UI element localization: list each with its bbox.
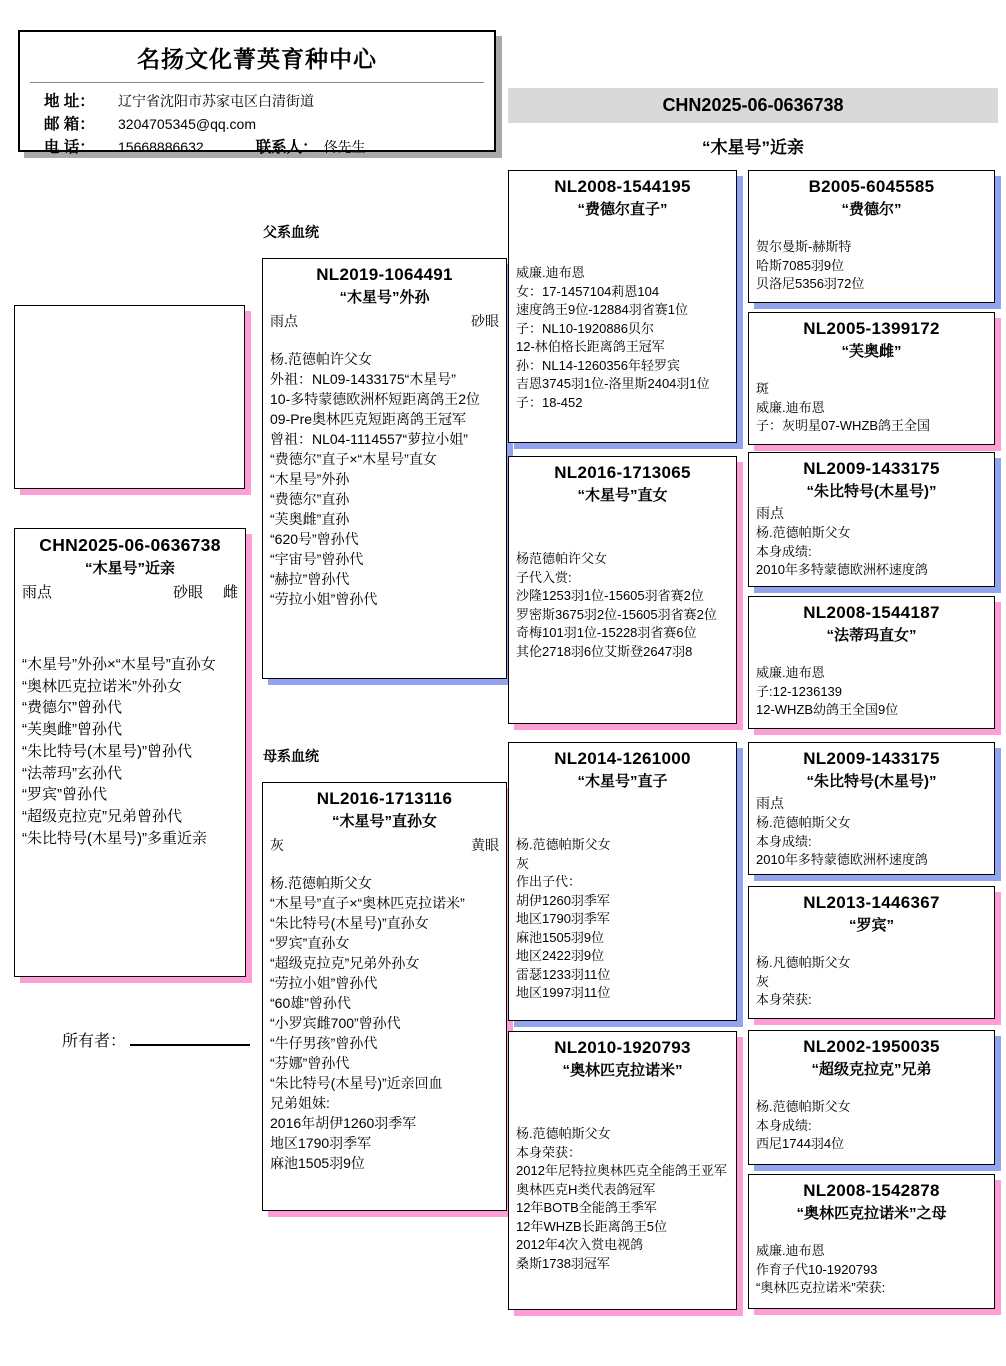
plumage-color: 雨点 [756, 505, 784, 522]
box-body [756, 954, 987, 1009]
pedigree-line: 灰 [756, 973, 770, 989]
pedigree-line: 杨.范德帕斯父女 [756, 1099, 851, 1115]
box-body [756, 524, 987, 579]
pedigree-line: 作出子代： [516, 874, 582, 890]
mother-box [262, 782, 507, 1211]
pedigree-line: 奇梅101羽1位-15228羽省赛6位 [516, 625, 697, 641]
pedigree-line: 杨.范德帕斯父女 [756, 815, 851, 831]
pedigree-line: 兄弟姐妹: [270, 1094, 330, 1111]
ring-number: B2005-6045585 [808, 177, 935, 196]
pedigree-line: 2012年尼特拉奥林匹克全能鸽王亚军 [516, 1163, 727, 1179]
great-grandparent-box [748, 742, 995, 875]
pedigree-line: 子代入赏: [516, 569, 572, 585]
pedigree-line: 地区1997羽11位 [516, 985, 611, 1001]
pedigree-line: “60雄”曾孙代 [270, 994, 351, 1011]
pedigree-line: 地区1790羽季军 [516, 911, 610, 927]
pedigree-line: “赫拉”曾孙代 [270, 570, 350, 587]
pedigree-line: 沙隆1253羽1位-15605羽省赛2位 [516, 588, 704, 604]
pedigree-line: 灰 [516, 855, 530, 871]
owner-blank-line [130, 1030, 250, 1046]
pigeon-name: “木星号”直孙女 [331, 813, 437, 831]
pedigree-line: 奥林匹克H类代表鸽冠军 [516, 1181, 656, 1197]
pedigree-line: “超级克拉克”兄弟外孙女 [270, 954, 420, 971]
pedigree-line: 其伦2718羽6位艾斯登2647羽8 [516, 643, 693, 659]
pedigree-line: 杨范德帕许父女 [516, 551, 608, 567]
paternal-bloodline-label: 父系血统 [263, 224, 319, 240]
ring-number: CHN2025-06-0636738 [39, 535, 221, 555]
color-eye-row [270, 835, 499, 855]
box-body [516, 550, 729, 661]
ring-number: NL2016-1713065 [554, 463, 691, 482]
ring-number: NL2009-1433175 [803, 749, 940, 768]
pedigree-line: 孙：NL14-1260356年轻罗宾 [516, 357, 681, 373]
box-body [756, 664, 987, 719]
contact-label: 联系人： [255, 139, 318, 156]
owner-row [62, 1028, 250, 1051]
pigeon-name: “超级克拉克”兄弟 [811, 1061, 932, 1079]
pedigree-line: 地区1790羽季军 [270, 1134, 372, 1151]
contact-value: 佟先生 [323, 139, 366, 155]
pedigree-line: 2012年4次入赏电视鸽 [516, 1237, 644, 1253]
pedigree-line: “朱比特号(木星号)”曾孙代 [22, 742, 192, 760]
eye-color: 砂眼 [471, 312, 499, 329]
pedigree-line: 杨.范德帕斯父女 [516, 837, 611, 853]
address-row [20, 90, 494, 113]
pigeon-name: “木星号”近亲 [84, 560, 175, 578]
pedigree-line: “朱比特号(木星号)”直孙女 [270, 914, 429, 931]
great-grandparent-box [748, 312, 995, 445]
pedigree-line: 贺尔曼斯-赫斯特 [756, 239, 852, 255]
box-body [22, 654, 238, 850]
ring-number: NL2009-1433175 [803, 459, 940, 478]
phone-row [20, 136, 494, 159]
pedigree-line: 威廉.迪布恩 [756, 665, 825, 681]
pedigree-line: 本身成绩: [756, 1117, 812, 1133]
pedigree-line: 09-Pre奥林匹克短距离鸽王冠军 [270, 410, 467, 427]
email-label: 邮 箱： [44, 116, 95, 133]
pedigree-line: “木星号”外孙×“木星号”直孙女 [22, 655, 216, 673]
grandparent-box [508, 170, 737, 443]
subject-pigeon-box [14, 528, 246, 977]
pedigree-line: “木星号”直子×“奥林匹克拉诺米” [270, 894, 465, 911]
box-body [270, 349, 499, 609]
pigeon-name: “木星号”直女 [577, 487, 668, 505]
pedigree-line: 西尼1744羽4位 [756, 1136, 845, 1152]
pigeon-name: “木星号”外孙 [339, 289, 430, 307]
header-divider [30, 82, 484, 83]
box-body [756, 1098, 987, 1153]
box-body [756, 814, 987, 869]
sex: 雌 [222, 584, 238, 602]
great-grandparent-box [748, 886, 995, 1019]
ring-number: NL2014-1261000 [554, 749, 691, 768]
pedigree-line: 贝洛尼5356羽72位 [756, 276, 865, 292]
ring-number: NL2008-1542878 [803, 1181, 940, 1200]
pedigree-line: 外祖：NL09-1433175“木星号” [270, 370, 456, 387]
pigeon-name: “芙奥雌” [841, 343, 902, 361]
pedigree-line: “朱比特号(木星号)”近亲回血 [270, 1074, 443, 1091]
ring-number: NL2008-1544187 [803, 603, 940, 622]
pedigree-line: “620号”曾孙代 [270, 530, 359, 547]
pedigree-line: “牛仔男孩”曾孙代 [270, 1034, 378, 1051]
pedigree-line: 10-多特蒙德欧洲杯短距离鸽王2位 [270, 390, 481, 407]
center-name: 名扬文化菁英育种中心 [137, 46, 377, 72]
eye-color: 砂眼 [172, 584, 203, 602]
photo-placeholder [14, 305, 245, 489]
great-grandparent-box [748, 596, 995, 729]
address-value: 辽宁省沈阳市苏家屯区白清街道 [118, 93, 314, 109]
box-body [516, 1125, 729, 1273]
grandparent-box [508, 456, 737, 724]
pedigree-line: 杨.范德帕斯父女 [270, 874, 372, 891]
pigeon-name: “罗宾” [848, 917, 894, 935]
phone-label: 电 话： [44, 139, 95, 156]
address-label: 地 址： [44, 93, 95, 110]
pedigree-line: 2010年多特蒙德欧洲杯速度鸽 [756, 852, 928, 868]
pedigree-line: 杨.范德帕许父女 [270, 350, 372, 367]
email-row [20, 113, 494, 136]
pedigree-line: “芙奥雌”曾孙代 [22, 721, 122, 739]
pedigree-line: 杨.凡德帕斯父女 [756, 955, 851, 971]
pedigree-line: 桑斯1738羽冠军 [516, 1255, 610, 1271]
pedigree-line: 本身荣获: [756, 992, 812, 1008]
pedigree-line: 速度鸽王9位-12884羽省赛1位 [516, 302, 688, 318]
owner-label: 所有者： [62, 1033, 127, 1050]
pedigree-line: 子：NL10-1920886贝尔 [516, 320, 655, 336]
ring-number: NL2016-1713116 [316, 789, 453, 808]
pedigree-line: “法蒂玛”玄孙代 [22, 764, 122, 782]
color-eye-row [22, 582, 238, 604]
pedigree-line: 作育子代10-1920793 [756, 1261, 878, 1277]
pedigree-line: 12-林伯格长距离鸽王冠军 [516, 339, 665, 355]
father-box [262, 258, 507, 679]
pedigree-line: 本身荣获： [516, 1144, 582, 1160]
pigeon-name: “费德尔直子” [577, 201, 668, 219]
pedigree-title: “木星号”近亲 [702, 138, 804, 157]
pigeon-name: “木星号”直子 [577, 773, 668, 791]
ring-number: NL2008-1544195 [554, 177, 691, 196]
pedigree-line: “费德尔”曾孙代 [22, 699, 122, 717]
pedigree-line: 子：18-452 [516, 394, 583, 410]
pedigree-line: “宇宙号”曾孙代 [270, 550, 364, 567]
pedigree-line: 2016年胡伊1260羽季军 [270, 1114, 417, 1131]
pigeon-name: “朱比特号(木星号)” [806, 483, 937, 501]
pedigree-line: “朱比特号(木星号)”多重近亲 [22, 829, 207, 847]
box-body [756, 380, 987, 435]
great-grandparent-box [748, 452, 995, 587]
grandparent-box [508, 742, 737, 1021]
pedigree-line: “劳拉小姐”曾孙代 [270, 590, 378, 607]
pedigree-line: “超级克拉克”兄弟曾孙代 [22, 808, 182, 826]
pedigree-line: “罗宾”曾孙代 [22, 786, 107, 804]
pedigree-line: 本身成绩: [756, 833, 812, 849]
color-eye-row [270, 311, 499, 331]
box-body [516, 836, 729, 1002]
great-grandparent-box [748, 1174, 995, 1309]
pedigree-line: 杨.范德帕斯父女 [516, 1126, 611, 1142]
pedigree-line: 子：灰明星07-WHZB鸽王全国 [756, 418, 931, 434]
great-grandparent-box [748, 1030, 995, 1165]
color-eye-row [756, 794, 987, 814]
pedigree-line: 雷瑟1233羽11位 [516, 966, 611, 982]
ring-number: NL2019-1064491 [316, 265, 453, 284]
plumage-color: 雨点 [22, 584, 53, 602]
pedigree-line: 12年BOTB全能鸽王季军 [516, 1200, 657, 1216]
pedigree-line: 子:12-1236139 [756, 683, 843, 699]
box-body [270, 873, 499, 1173]
pedigree-line: 胡伊1260羽季军 [516, 892, 610, 908]
pigeon-name: “奥林匹克拉诺米”之母 [796, 1205, 947, 1223]
grandparent-box [508, 1031, 737, 1310]
pedigree-line: 12-WHZB幼鸽王全国9位 [756, 702, 899, 718]
eye-sex-group [173, 582, 238, 604]
pedigree-line: 吉恩3745羽1位-洛里斯2404羽1位 [516, 376, 710, 392]
maternal-bloodline-label: 母系血统 [263, 748, 319, 764]
color-eye-row [756, 504, 987, 524]
ring-number: NL2010-1920793 [554, 1038, 691, 1057]
pedigree-line: 斑 [756, 381, 770, 397]
pigeon-name: “法蒂玛直女” [826, 627, 917, 645]
pigeon-name: “费德尔” [841, 201, 902, 219]
pedigree-line: “费德尔”直子×“木星号”直女 [270, 450, 437, 467]
pedigree-line: “奥林匹克拉诺米”荣获: [756, 1280, 886, 1296]
box-body [516, 264, 729, 412]
pedigree-line: “费德尔”直孙 [270, 490, 350, 507]
pedigree-line: 威廉.迪布恩 [756, 399, 825, 415]
pedigree-line: 曾祖：NL04-1114557“萝拉小姐” [270, 430, 468, 447]
pedigree-line: 麻池1505羽9位 [270, 1154, 365, 1171]
pedigree-line: 女：17-1457104莉恩104 [516, 283, 660, 299]
plumage-color: 雨点 [756, 795, 784, 812]
pedigree-line: “劳拉小姐”曾孙代 [270, 974, 378, 991]
pedigree-line: “小罗宾雌700”曾孙代 [270, 1014, 401, 1031]
pedigree-line: 地区2422羽9位 [516, 948, 605, 964]
pedigree-line: 2010年多特蒙德欧洲杯速度鸽 [756, 562, 928, 578]
pedigree-line: “芬娜”曾孙代 [270, 1054, 350, 1071]
pedigree-line: 哈斯7085羽9位 [756, 257, 845, 273]
pedigree-line: 杨.范德帕斯父女 [756, 525, 851, 541]
pedigree-line: “木星号”外孙 [270, 470, 350, 487]
pedigree-line: 本身成绩: [756, 543, 812, 559]
eye-sex-group [471, 835, 499, 855]
phone-value: 15668886632 [118, 139, 204, 155]
pigeon-name: “奥林匹克拉诺米” [562, 1062, 683, 1080]
pedigree-line: “奥林匹克拉诺米”外孙女 [22, 677, 182, 695]
great-grandparent-box [748, 170, 995, 303]
header-card [18, 30, 496, 156]
ring-number: NL2013-1446367 [803, 893, 940, 912]
ring-number-banner: CHN2025-06-0636738 [508, 88, 998, 123]
plumage-color: 灰 [270, 836, 284, 853]
pedigree-line: “罗宾”直孙女 [270, 934, 350, 951]
pedigree-line: “芙奥雌”直孙 [270, 510, 350, 527]
pigeon-name: “朱比特号(木星号)” [806, 773, 937, 791]
pedigree-line: 威廉.迪布恩 [756, 1243, 825, 1259]
plumage-color: 雨点 [270, 312, 298, 329]
pedigree-line: 威廉.迪布恩 [516, 265, 585, 281]
box-body [756, 238, 987, 293]
eye-sex-group [471, 311, 499, 331]
pedigree-line: 麻池1505羽9位 [516, 929, 605, 945]
box-body [756, 1242, 987, 1297]
pedigree-line: 12年WHZB长距离鸽王5位 [516, 1218, 667, 1234]
ring-number: NL2005-1399172 [803, 319, 940, 338]
email-value: 3204705345@qq.com [118, 116, 256, 132]
eye-color: 黄眼 [471, 836, 499, 853]
pedigree-line: 罗密斯3675羽2位-15605羽省赛2位 [516, 606, 717, 622]
ring-number: NL2002-1950035 [803, 1037, 940, 1056]
